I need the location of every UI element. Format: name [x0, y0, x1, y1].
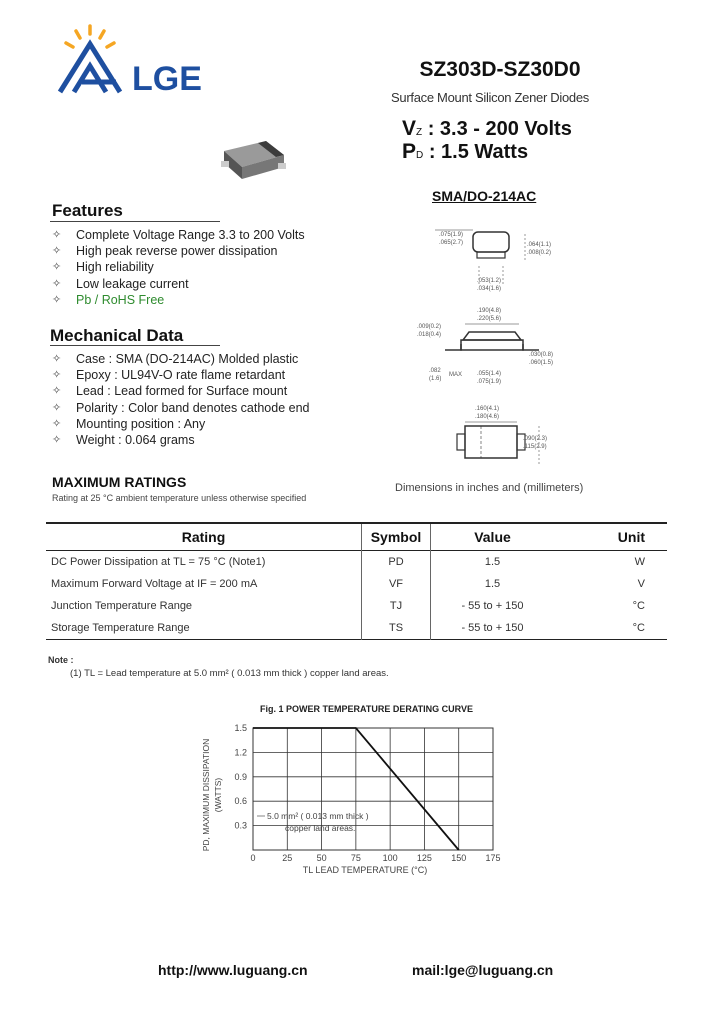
list-item: ✧ Mounting position : Any — [52, 416, 206, 431]
column-header: Value — [474, 529, 511, 545]
x-tick-label: 50 — [316, 853, 327, 863]
x-tick-label: 75 — [350, 853, 361, 863]
column-header: Rating — [181, 529, 226, 545]
svg-text:.034(1.6): .034(1.6) — [477, 286, 502, 292]
bullet-star-icon: ✧ — [52, 229, 62, 241]
logo-mark-icon — [56, 22, 236, 102]
package-photo — [218, 137, 288, 183]
svg-text:(1.6): (1.6) — [429, 376, 442, 382]
y-tick-label: 0.3 — [234, 820, 247, 831]
x-tick-label: 175 — [485, 853, 501, 863]
y-tick-label: 1.2 — [234, 747, 247, 758]
brand-name: LGE — [132, 60, 202, 98]
package-title: SMA/DO-214AC — [432, 188, 537, 204]
svg-text:.008(0.2): .008(0.2) — [527, 250, 552, 256]
list-item: ✧ Lead : Lead formed for Surface mount — [52, 384, 288, 399]
svg-text:.060(1.5): .060(1.5) — [529, 360, 554, 366]
svg-text:.030(0.8): .030(0.8) — [529, 352, 554, 358]
svg-text:.065(2.7): .065(2.7) — [439, 240, 464, 246]
mechanical-divider — [50, 345, 220, 346]
svg-text:.064(1.1): .064(1.1) — [527, 242, 552, 248]
x-tick-label: 100 — [382, 853, 398, 863]
chart-ticks — [234, 723, 500, 863]
ratings-table — [46, 522, 667, 640]
list-item: ✧ Case : SMA (DO-214AC) Molded plastic — [52, 352, 299, 366]
svg-text:.082: .082 — [429, 368, 441, 374]
table-row: DC Power Dissipation at TL = 75 °C (Note1) PD 1.5 W — [46, 551, 667, 574]
chart-annotation: copper land areas. — [285, 823, 356, 833]
features-list — [52, 227, 305, 308]
list-item: ✧ Complete Voltage Range 3.3 to 200 Volts — [52, 228, 305, 242]
list-item: ✧ High reliability — [52, 260, 154, 275]
bullet-star-icon: ✧ — [52, 433, 62, 446]
list-item: ✧ Pb / RoHS Free — [52, 292, 165, 307]
bullet-star-icon: ✧ — [52, 293, 62, 306]
svg-text:.180(4.6): .180(4.6) — [475, 414, 500, 420]
email-link[interactable]: mail:lge@luguang.cn — [412, 962, 554, 978]
bullet-star-icon: ✧ — [52, 385, 62, 398]
svg-text:.115(2.9): .115(2.9) — [523, 444, 547, 450]
max-ratings-note: Rating at 25 °C ambient temperature unless otherwise specified — [52, 493, 307, 503]
svg-text:.160(4.1): .160(4.1) — [475, 406, 500, 412]
part-number-title: SZ303D-SZ30D0 — [419, 58, 581, 81]
bullet-star-icon: ✧ — [52, 369, 62, 382]
list-item: ✧ Low leakage current — [52, 276, 189, 291]
pd-spec: PD : 1.5 Watts — [402, 140, 529, 163]
svg-text:.009(0.2): .009(0.2) — [417, 324, 442, 330]
x-tick-label: 125 — [416, 853, 432, 863]
bullet-star-icon: ✧ — [52, 353, 62, 365]
website-link[interactable]: http://www.luguang.cn — [158, 962, 308, 978]
dimension-note: Dimensions in inches and (millimeters) — [395, 482, 584, 494]
x-tick-label: 25 — [282, 853, 293, 863]
y-tick-label: 0.9 — [234, 771, 247, 782]
list-item: ✧ Weight : 0.064 grams — [52, 432, 195, 447]
svg-text:.090(2.3): .090(2.3) — [523, 436, 548, 442]
svg-text:.190(4.8): .190(4.8) — [477, 308, 502, 314]
column-header: Symbol — [362, 523, 431, 551]
table-row: Maximum Forward Voltage at IF = 200 mA VF 1.5 V — [46, 573, 667, 595]
list-item: ✧ Epoxy : UL94V-O rate flame retardant — [52, 368, 286, 383]
y-axis-label: PD, MAXIMUM DISSIPATION — [201, 738, 211, 852]
list-item: ✧ Polarity : Color band denotes cathode end — [52, 400, 310, 415]
y-tick-label: 0.6 — [234, 796, 247, 807]
mechanical-heading: Mechanical Data — [50, 326, 184, 345]
mechanical-list — [52, 351, 310, 448]
svg-text:.053(1.2): .053(1.2) — [477, 278, 502, 284]
table-row: Junction Temperature Range TJ - 55 to + 150 °C — [46, 595, 667, 617]
max-ratings-heading: MAXIMUM RATINGS — [52, 474, 187, 490]
product-subtitle: Surface Mount Silicon Zener Diodes — [391, 90, 589, 105]
vz-spec: VZ : 3.3 - 200 Volts — [402, 117, 572, 140]
bullet-star-icon: ✧ — [52, 261, 62, 274]
y-tick-label: 1.5 — [234, 723, 247, 733]
derating-chart — [195, 718, 515, 880]
list-item: ✧ High peak reverse power dissipation — [52, 244, 278, 259]
table-header-row — [46, 523, 667, 551]
figure-title: Fig. 1 POWER TEMPERATURE DERATING CURVE — [260, 704, 474, 714]
bullet-star-icon: ✧ — [52, 245, 62, 258]
svg-text:MAX: MAX — [449, 372, 463, 378]
x-axis-label: TL LEAD TEMPERATURE (°C) — [302, 865, 428, 875]
package-dimension-drawing — [405, 212, 575, 472]
svg-text:.220(5.6): .220(5.6) — [477, 316, 502, 322]
svg-text:.075(1.9): .075(1.9) — [439, 232, 464, 238]
note-label: Note : — [48, 655, 74, 665]
svg-text:.075(1.9): .075(1.9) — [477, 379, 502, 385]
y-axis-label-unit: (WATTS) — [213, 777, 223, 813]
column-header: Unit — [617, 529, 645, 545]
bullet-star-icon: ✧ — [52, 401, 62, 414]
x-tick-label: 0 — [250, 853, 256, 863]
svg-text:.018(0.4): .018(0.4) — [417, 332, 442, 338]
features-heading: Features — [52, 201, 123, 220]
x-tick-label: 150 — [451, 853, 467, 863]
bullet-star-icon: ✧ — [52, 277, 62, 290]
table-row: Storage Temperature Range TS - 55 to + 150 °C — [46, 617, 667, 640]
svg-text:.055(1.4): .055(1.4) — [477, 371, 502, 377]
note-text: (1) TL = Lead temperature at 5.0 mm² ( 0.013 mm thick ) copper land areas. — [70, 668, 389, 679]
bullet-star-icon: ✧ — [52, 417, 62, 430]
company-logo — [56, 22, 236, 102]
chart-annotation: 5.0 mm² ( 0.013 mm thick ) — [267, 811, 369, 821]
features-divider — [50, 221, 220, 222]
